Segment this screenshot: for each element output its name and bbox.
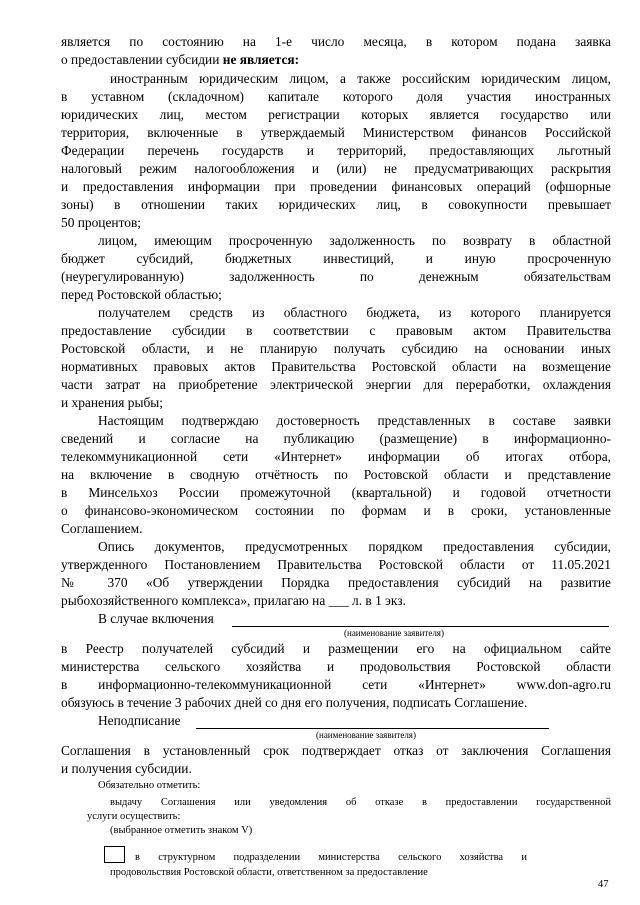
- text-line: в Минсельхоз России промежуточной (квартальной) и годовой отчетности: [61, 485, 611, 500]
- text-line: о предоставлении субсидии не является:: [61, 52, 300, 67]
- text-line: № 370 «Об утверждении Порядка предоставления субсидий на развитие: [61, 575, 611, 590]
- text-line: юридических лиц, местом регистрации которых является государство или: [61, 107, 611, 122]
- text-line: бюджет субсидий, бюджетных инвестиций, и иную просроченную: [61, 251, 611, 266]
- text-line: и предоставления информации при проведении финансовых операций (офшорные: [61, 179, 611, 194]
- text-line: Неподписание: [98, 713, 181, 728]
- text-line: и получения субсидии.: [61, 761, 192, 776]
- text-line: лицом, имеющим просроченную задолженность по возврату в областной: [98, 233, 611, 248]
- text-line: части затрат на приобретение электрической энергии для переработки, охлаждения: [61, 377, 611, 392]
- text-line: сведений и согласие на публикацию (размещение) в информационно-: [61, 431, 611, 446]
- text-line: и хранения рыбы;: [61, 395, 164, 410]
- text-line: территория, включенные в утверждаемый Министерством финансов Российской: [61, 125, 611, 140]
- text-line: обязуюсь в течение 3 рабочих дней со дня его получения, подписать Соглашение.: [61, 695, 528, 710]
- small-text-line: выдачу Соглашения или уведомления об отказе в предоставлении государственной: [110, 797, 611, 808]
- field-caption: (наименование заявителя): [344, 628, 444, 638]
- text-line: Опись документов, предусмотренных порядком предоставления субсидии,: [98, 539, 611, 554]
- text-line: является по состоянию на 1-е число месяца, в котором подана заявка: [61, 34, 611, 49]
- text-line: Федерации перечень государств и территорий, предоставляющих льготный: [61, 143, 611, 158]
- text-line: Соглашения в установленный срок подтверждает отказ от заключения Соглашения: [61, 743, 611, 758]
- text-line: в Реестр получателей субсидий и размещении его на официальном сайте: [61, 641, 611, 656]
- text-line: на включение в сводную отчётность по Ростовской области и представление: [61, 467, 611, 482]
- text-line: министерства сельского хозяйства и продовольствия Ростовской области: [61, 659, 611, 674]
- text-line: налоговый режим налогообложения и (или) не предусматривающих раскрытия: [61, 161, 611, 176]
- text-line: (неурегулированную) задолженность по денежным обязательствам: [61, 269, 611, 284]
- small-text-line: продовольствия Ростовской области, ответственном за предоставление: [110, 867, 428, 878]
- small-text-line: (выбранное отметить знаком V): [110, 825, 253, 836]
- text-line: нормативных правовых актов Правительства Ростовской области на возмещение: [61, 359, 611, 374]
- service-location-checkbox[interactable]: [104, 846, 125, 863]
- text-line: о финансово-экономическом состоянии по формам и в сроки, установленные: [61, 503, 611, 518]
- text-line: перед Ростовской областью;: [61, 287, 222, 302]
- text-line: зоны) в отношении таких юридических лиц, в совокупности превышает: [61, 197, 611, 212]
- text-line: рыбохозяйственного комплекса», прилагаю на ___ л. в 1 экз.: [61, 593, 406, 608]
- text-line: телекоммуникационной сети «Интернет» информации об итогах отбора,: [61, 449, 611, 464]
- text-line: иностранным юридическим лицом, а также российским юридическим лицом,: [110, 71, 611, 86]
- text-line: 50 процентов;: [61, 215, 141, 230]
- applicant-name-line[interactable]: [196, 728, 549, 729]
- text-line: В случае включения: [98, 611, 214, 626]
- text-line: утвержденного Постановлением Правительства Ростовской области от 11.05.2021: [61, 557, 611, 572]
- applicant-name-line[interactable]: [232, 626, 609, 627]
- text-line: в уставном (складочном) капитале которого доля участия иностранных: [61, 89, 611, 104]
- text-line: Настоящим подтверждаю достоверность представленных в составе заявки: [98, 413, 611, 428]
- bold-phrase: не является:: [222, 52, 300, 67]
- text-line: получателем средств из областного бюджета, из которого планируется: [98, 305, 611, 320]
- small-text-line: в структурном подразделении министерства сельского хозяйства и: [135, 852, 527, 863]
- page-number: 47: [598, 879, 609, 890]
- text-line: предоставление субсидии в соответствии с правовым актом Правительства: [61, 323, 611, 338]
- text-line: Ростовской области, и не планирую получать субсидию на основании иных: [61, 341, 611, 356]
- text-line: Соглашением.: [61, 521, 143, 536]
- small-text-line: Обязательно отметить:: [98, 780, 201, 791]
- field-caption: (наименование заявителя): [316, 730, 416, 740]
- text-line: в информационно-телекоммуникационной сети «Интернет» www.don-agro.ru: [61, 677, 611, 692]
- small-text-line: услуги осуществить:: [87, 811, 181, 822]
